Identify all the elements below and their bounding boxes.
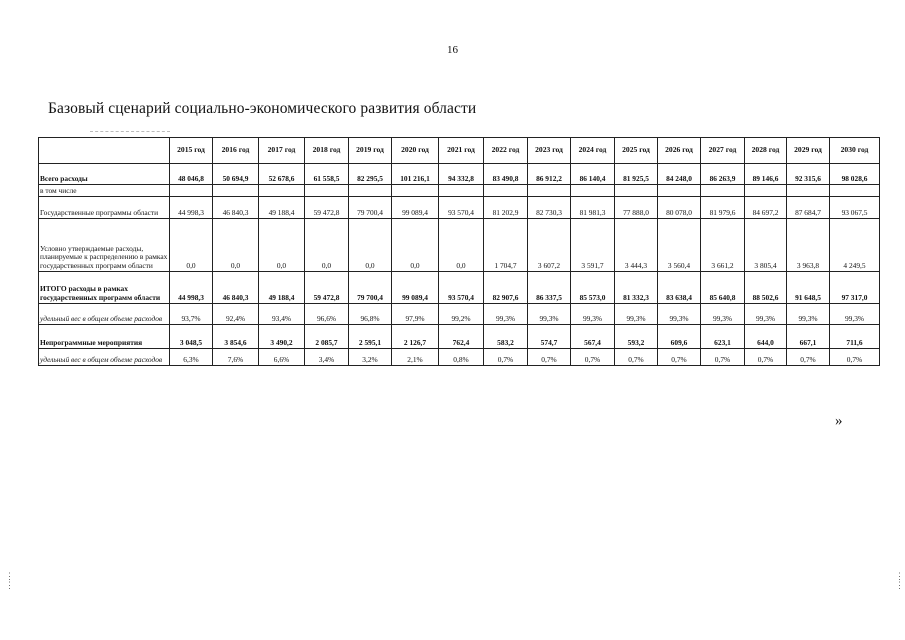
value-cell: 4 249,5 bbox=[830, 219, 880, 272]
year-header: 2022 год bbox=[484, 138, 528, 164]
value-cell: 81 981,3 bbox=[571, 197, 615, 219]
value-cell: 93,7% bbox=[170, 304, 213, 325]
value-cell: 3 854,6 bbox=[213, 325, 259, 349]
value-cell: 82 730,3 bbox=[528, 197, 571, 219]
row-label: удельный вес в общем объеме расходов bbox=[39, 349, 170, 366]
value-cell bbox=[528, 185, 571, 197]
value-cell: 92,4% bbox=[213, 304, 259, 325]
value-cell: 3 607,2 bbox=[528, 219, 571, 272]
value-cell: 83 638,4 bbox=[658, 272, 701, 304]
value-cell bbox=[745, 185, 787, 197]
value-cell: 79 700,4 bbox=[349, 197, 392, 219]
value-cell: 99,2% bbox=[439, 304, 484, 325]
value-cell: 0,0 bbox=[392, 219, 439, 272]
value-cell: 3 048,5 bbox=[170, 325, 213, 349]
value-cell: 87 684,7 bbox=[787, 197, 830, 219]
value-cell: 61 558,5 bbox=[305, 164, 349, 185]
value-cell: 6,3% bbox=[170, 349, 213, 366]
value-cell: 0,0 bbox=[259, 219, 305, 272]
value-cell bbox=[830, 185, 880, 197]
closing-quote: » bbox=[835, 413, 843, 429]
value-cell: 97 317,0 bbox=[830, 272, 880, 304]
year-header: 2017 год bbox=[259, 138, 305, 164]
value-cell: 0,8% bbox=[439, 349, 484, 366]
value-cell: 3 444,3 bbox=[615, 219, 658, 272]
value-cell: 99,3% bbox=[787, 304, 830, 325]
row-label: Государственные программы области bbox=[39, 197, 170, 219]
year-header: 2023 год bbox=[528, 138, 571, 164]
margin-mark-left: ⋮ ⋮ bbox=[5, 571, 14, 590]
value-cell: 99,3% bbox=[484, 304, 528, 325]
value-cell: 0,0 bbox=[213, 219, 259, 272]
year-header: 2021 год bbox=[439, 138, 484, 164]
value-cell: 81 925,5 bbox=[615, 164, 658, 185]
value-cell: 99,3% bbox=[571, 304, 615, 325]
value-cell: 99,3% bbox=[528, 304, 571, 325]
value-cell: 1 704,7 bbox=[484, 219, 528, 272]
year-header: 2018 год bbox=[305, 138, 349, 164]
value-cell: 567,4 bbox=[571, 325, 615, 349]
value-cell: 99,3% bbox=[658, 304, 701, 325]
value-cell: 3 963,8 bbox=[787, 219, 830, 272]
value-cell: 96,6% bbox=[305, 304, 349, 325]
value-cell: 2 595,1 bbox=[349, 325, 392, 349]
value-cell: 52 678,6 bbox=[259, 164, 305, 185]
table-row bbox=[39, 197, 880, 219]
value-cell: 0,7% bbox=[830, 349, 880, 366]
value-cell: 84 248,0 bbox=[658, 164, 701, 185]
value-cell: 94 332,8 bbox=[439, 164, 484, 185]
table-row bbox=[39, 325, 880, 349]
value-cell: 593,2 bbox=[615, 325, 658, 349]
value-cell: 667,1 bbox=[787, 325, 830, 349]
document-title: Базовый сценарий социально-экономического развития области bbox=[48, 100, 477, 117]
value-cell bbox=[213, 185, 259, 197]
value-cell: 85 573,0 bbox=[571, 272, 615, 304]
value-cell: 99,3% bbox=[615, 304, 658, 325]
row-label: ИТОГО расходы в рамках государственных программ области bbox=[39, 272, 170, 304]
value-cell: 0,7% bbox=[571, 349, 615, 366]
value-cell bbox=[615, 185, 658, 197]
value-cell: 86 140,4 bbox=[571, 164, 615, 185]
value-cell: 88 502,6 bbox=[745, 272, 787, 304]
value-cell: 3,2% bbox=[349, 349, 392, 366]
value-cell: 81 202,9 bbox=[484, 197, 528, 219]
margin-mark-right: ⋮ ⋮ bbox=[895, 571, 904, 590]
value-cell: 0,0 bbox=[170, 219, 213, 272]
value-cell: 82 295,5 bbox=[349, 164, 392, 185]
value-cell: 609,6 bbox=[658, 325, 701, 349]
value-cell: 99 089,4 bbox=[392, 197, 439, 219]
value-cell: 59 472,8 bbox=[305, 272, 349, 304]
value-cell: 93 570,4 bbox=[439, 272, 484, 304]
value-cell: 2 085,7 bbox=[305, 325, 349, 349]
value-cell: 0,7% bbox=[528, 349, 571, 366]
table-row bbox=[39, 349, 880, 366]
value-cell: 77 888,0 bbox=[615, 197, 658, 219]
row-label: Всего расходы bbox=[39, 164, 170, 185]
year-header: 2024 год bbox=[571, 138, 615, 164]
value-cell: 6,6% bbox=[259, 349, 305, 366]
value-cell: 86 337,5 bbox=[528, 272, 571, 304]
header-label-cell bbox=[39, 138, 170, 164]
year-header: 2030 год bbox=[830, 138, 880, 164]
value-cell: 49 188,4 bbox=[259, 197, 305, 219]
value-cell: 583,2 bbox=[484, 325, 528, 349]
table-row bbox=[39, 304, 880, 325]
value-cell bbox=[259, 185, 305, 197]
value-cell: 644,0 bbox=[745, 325, 787, 349]
value-cell: 81 979,6 bbox=[701, 197, 745, 219]
row-label: в том числе bbox=[39, 185, 170, 197]
value-cell: 3,4% bbox=[305, 349, 349, 366]
value-cell: 0,7% bbox=[787, 349, 830, 366]
value-cell: 3 490,2 bbox=[259, 325, 305, 349]
year-header: 2028 год bbox=[745, 138, 787, 164]
budget-table bbox=[38, 137, 880, 366]
value-cell: 46 840,3 bbox=[213, 197, 259, 219]
value-cell: 0,7% bbox=[484, 349, 528, 366]
value-cell bbox=[439, 185, 484, 197]
year-header: 2025 год bbox=[615, 138, 658, 164]
value-cell: 99 089,4 bbox=[392, 272, 439, 304]
value-cell bbox=[349, 185, 392, 197]
value-cell: 86 912,2 bbox=[528, 164, 571, 185]
value-cell: 101 216,1 bbox=[392, 164, 439, 185]
value-cell: 0,7% bbox=[615, 349, 658, 366]
value-cell: 50 694,9 bbox=[213, 164, 259, 185]
year-header: 2029 год bbox=[787, 138, 830, 164]
value-cell: 84 697,2 bbox=[745, 197, 787, 219]
value-cell: 96,8% bbox=[349, 304, 392, 325]
value-cell: 3 805,4 bbox=[745, 219, 787, 272]
value-cell: 93 067,5 bbox=[830, 197, 880, 219]
value-cell: 2 126,7 bbox=[392, 325, 439, 349]
value-cell: 3 560,4 bbox=[658, 219, 701, 272]
value-cell: 93 570,4 bbox=[439, 197, 484, 219]
value-cell: 91 648,5 bbox=[787, 272, 830, 304]
year-header: 2027 год bbox=[701, 138, 745, 164]
value-cell: 93,4% bbox=[259, 304, 305, 325]
value-cell bbox=[701, 185, 745, 197]
value-cell: 44 998,3 bbox=[170, 197, 213, 219]
value-cell: 0,7% bbox=[658, 349, 701, 366]
value-cell: 80 078,0 bbox=[658, 197, 701, 219]
value-cell bbox=[571, 185, 615, 197]
value-cell: 574,7 bbox=[528, 325, 571, 349]
value-cell: 59 472,8 bbox=[305, 197, 349, 219]
table-row bbox=[39, 219, 880, 272]
value-cell bbox=[787, 185, 830, 197]
dashed-rule bbox=[90, 131, 170, 132]
year-header: 2026 год bbox=[658, 138, 701, 164]
value-cell: 98 028,6 bbox=[830, 164, 880, 185]
value-cell: 99,3% bbox=[701, 304, 745, 325]
value-cell bbox=[305, 185, 349, 197]
year-header: 2019 год bbox=[349, 138, 392, 164]
value-cell: 46 840,3 bbox=[213, 272, 259, 304]
table-row bbox=[39, 272, 880, 304]
year-header: 2015 год bbox=[170, 138, 213, 164]
value-cell: 0,0 bbox=[305, 219, 349, 272]
value-cell: 92 315,6 bbox=[787, 164, 830, 185]
value-cell: 762,4 bbox=[439, 325, 484, 349]
value-cell: 44 998,3 bbox=[170, 272, 213, 304]
value-cell: 623,1 bbox=[701, 325, 745, 349]
value-cell: 89 146,6 bbox=[745, 164, 787, 185]
value-cell: 0,7% bbox=[701, 349, 745, 366]
value-cell: 83 490,8 bbox=[484, 164, 528, 185]
value-cell: 0,0 bbox=[439, 219, 484, 272]
page-number: 16 bbox=[447, 44, 458, 56]
value-cell: 711,6 bbox=[830, 325, 880, 349]
value-cell: 2,1% bbox=[392, 349, 439, 366]
table-row bbox=[39, 185, 880, 197]
value-cell bbox=[658, 185, 701, 197]
value-cell: 99,3% bbox=[745, 304, 787, 325]
year-header: 2020 год bbox=[392, 138, 439, 164]
value-cell: 99,3% bbox=[830, 304, 880, 325]
value-cell: 85 640,8 bbox=[701, 272, 745, 304]
row-label: Условно утверждаемые расходы, планируемые к распределению в рамках государственных программ области bbox=[39, 219, 170, 272]
value-cell: 81 332,3 bbox=[615, 272, 658, 304]
value-cell: 0,7% bbox=[745, 349, 787, 366]
year-header: 2016 год bbox=[213, 138, 259, 164]
value-cell bbox=[484, 185, 528, 197]
value-cell: 97,9% bbox=[392, 304, 439, 325]
row-label: удельный вес в общем объеме расходов bbox=[39, 304, 170, 325]
value-cell: 48 046,8 bbox=[170, 164, 213, 185]
value-cell: 7,6% bbox=[213, 349, 259, 366]
value-cell bbox=[392, 185, 439, 197]
value-cell: 0,0 bbox=[349, 219, 392, 272]
value-cell: 3 591,7 bbox=[571, 219, 615, 272]
table-header-row bbox=[39, 138, 880, 164]
value-cell: 82 907,6 bbox=[484, 272, 528, 304]
value-cell: 3 661,2 bbox=[701, 219, 745, 272]
value-cell: 79 700,4 bbox=[349, 272, 392, 304]
value-cell bbox=[170, 185, 213, 197]
row-label: Непрограммные мероприятия bbox=[39, 325, 170, 349]
value-cell: 86 263,9 bbox=[701, 164, 745, 185]
table-row bbox=[39, 164, 880, 185]
value-cell: 49 188,4 bbox=[259, 272, 305, 304]
